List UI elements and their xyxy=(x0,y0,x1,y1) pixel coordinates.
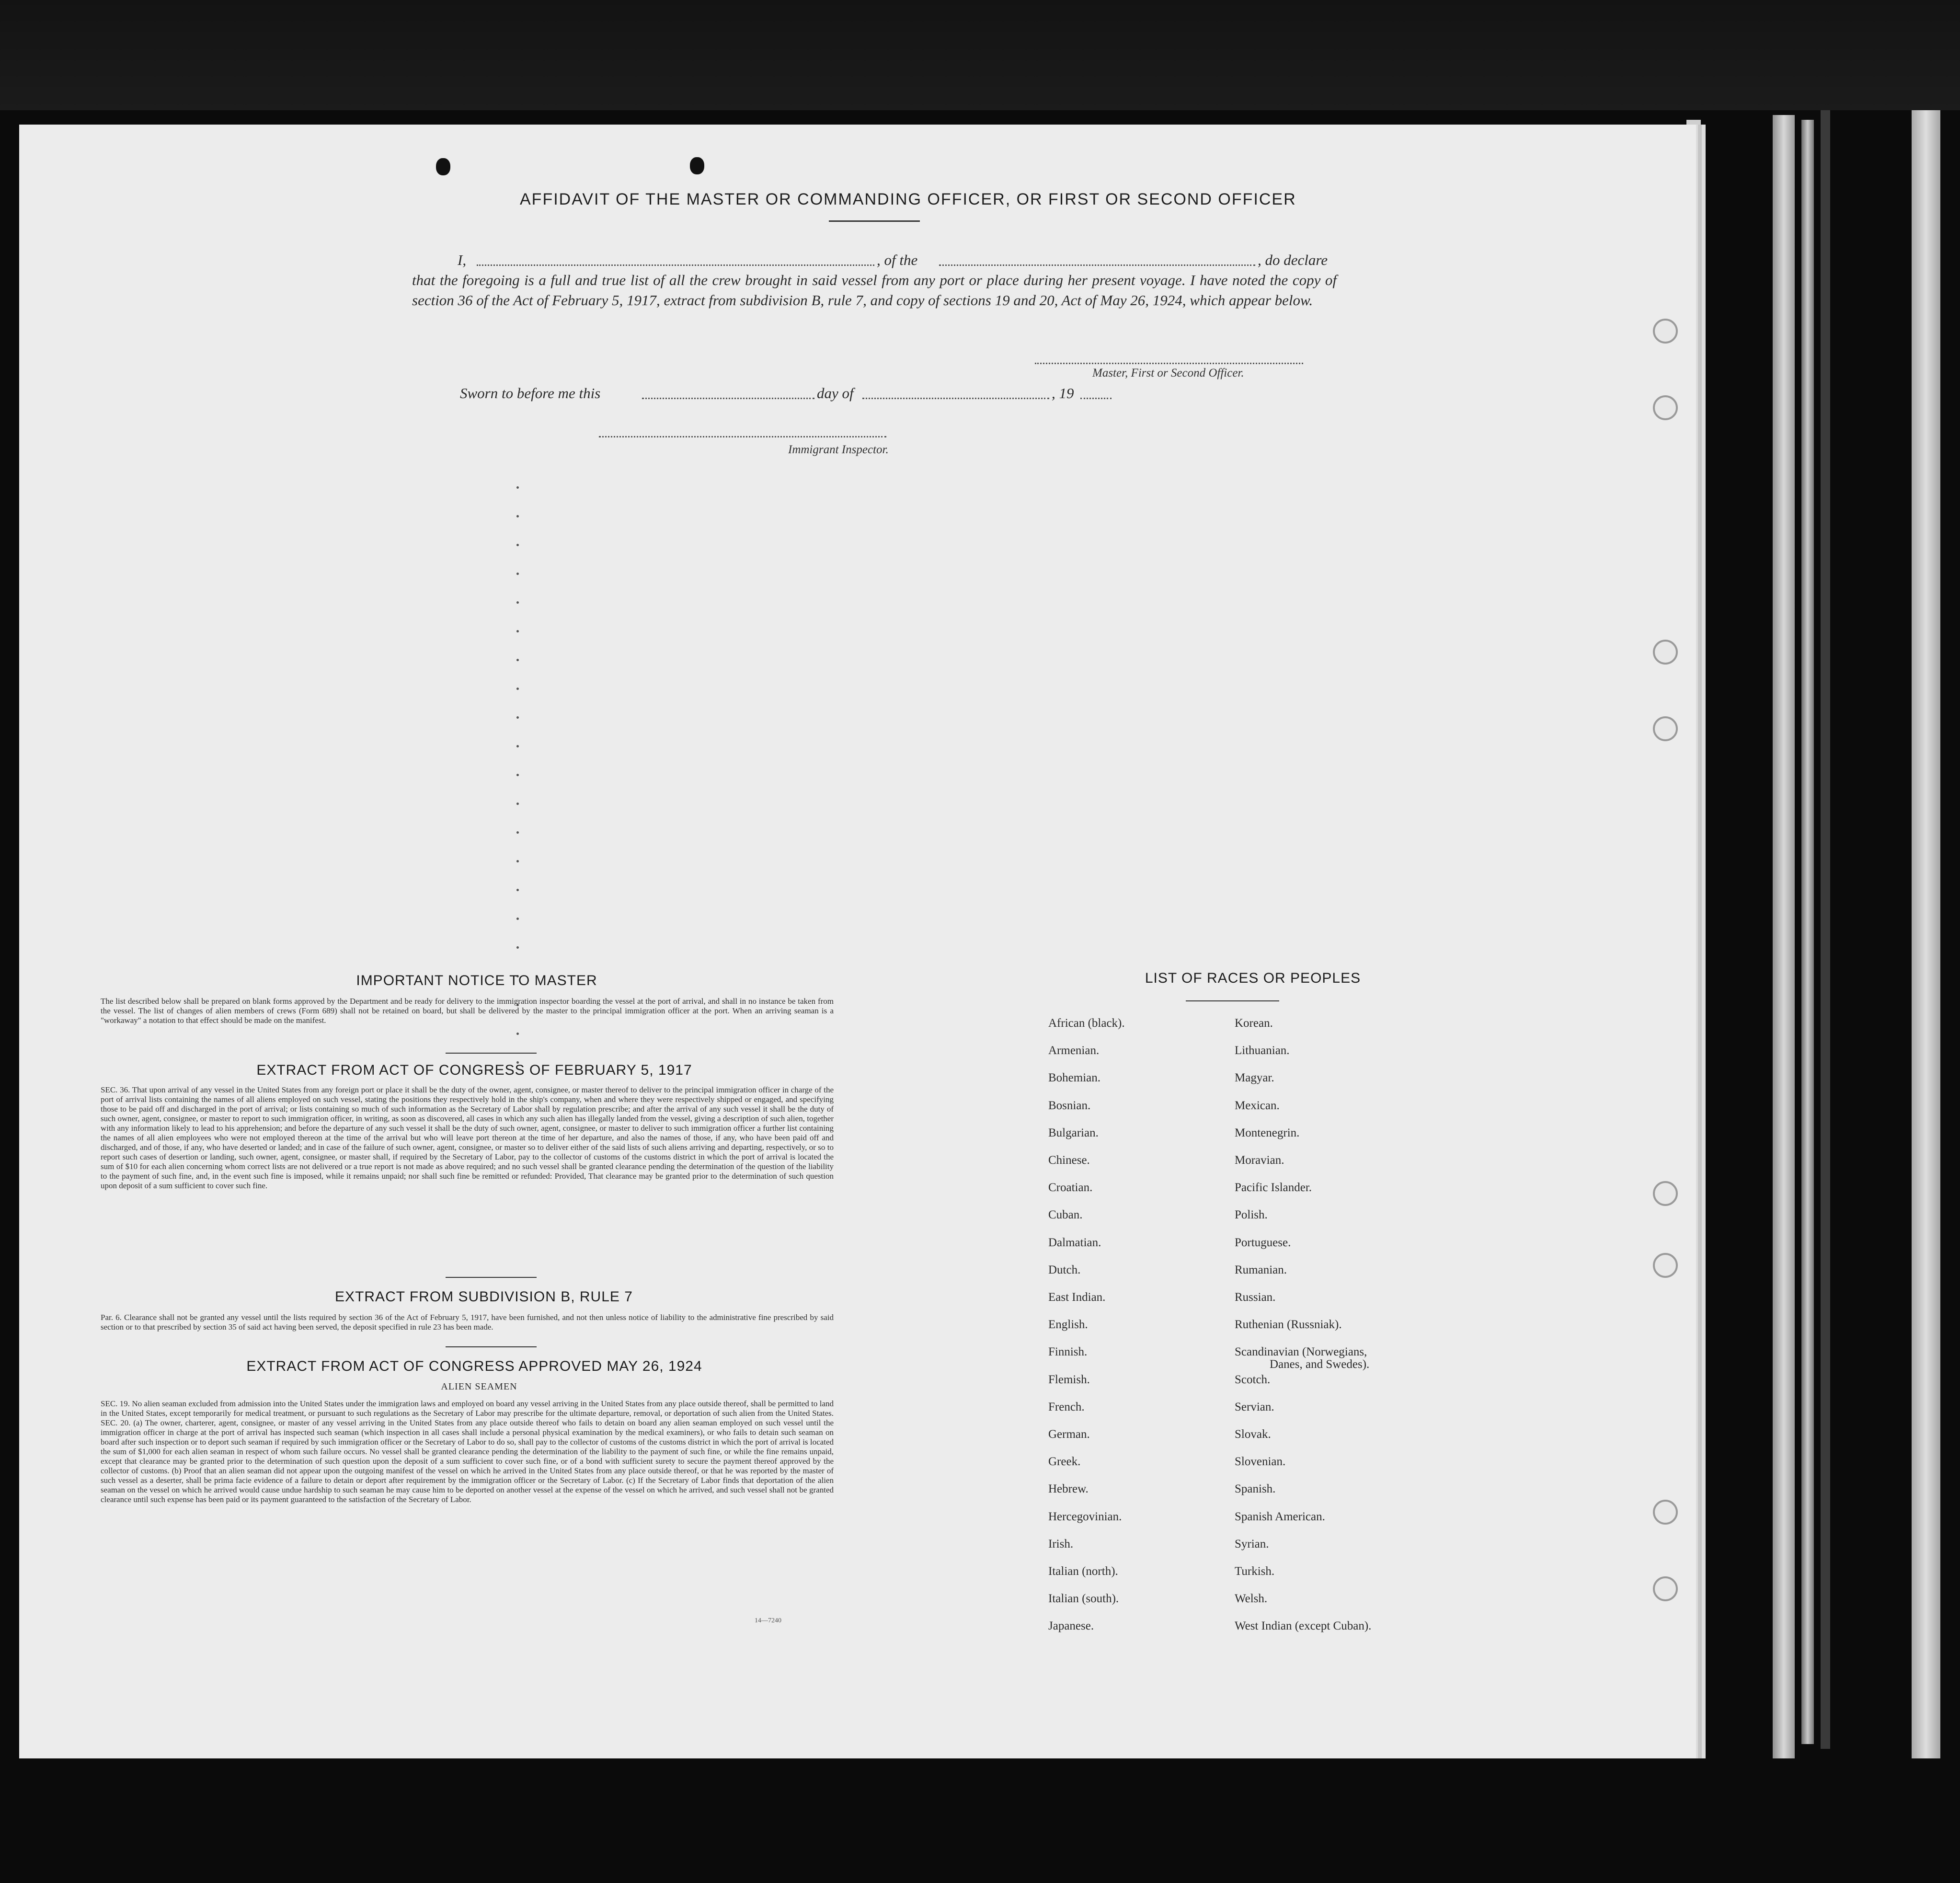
race-item: African (black). xyxy=(1048,1017,1125,1030)
affidavit-title: AFFIDAVIT OF THE MASTER OR COMMANDING OFFICER, OR FIRST OR SECOND OFFICER xyxy=(520,190,1296,208)
race-item: Flemish. xyxy=(1048,1373,1090,1386)
race-item: Hebrew. xyxy=(1048,1482,1089,1496)
tick-mark xyxy=(516,544,519,546)
race-item: Japanese. xyxy=(1048,1619,1094,1633)
race-item: Mexican. xyxy=(1235,1099,1280,1112)
races-heading: LIST OF RACES OR PEOPLES xyxy=(1145,970,1361,986)
race-item: Scandinavian (Norwegians, xyxy=(1235,1345,1367,1359)
race-item: Welsh. xyxy=(1235,1592,1268,1606)
title-rule xyxy=(829,220,920,222)
scanner-top-band xyxy=(0,0,1960,110)
race-item: Lithuanian. xyxy=(1235,1044,1290,1057)
race-item: Dutch. xyxy=(1048,1263,1081,1276)
race-item: Moravian. xyxy=(1235,1154,1284,1167)
race-item: Syrian. xyxy=(1235,1537,1269,1550)
race-item: Korean. xyxy=(1235,1017,1273,1030)
race-item: French. xyxy=(1048,1400,1085,1413)
binder-hole xyxy=(690,157,704,174)
punch-hole xyxy=(1653,716,1678,741)
race-item: Finnish. xyxy=(1048,1345,1088,1359)
master-signature-line xyxy=(1035,363,1303,364)
affidavit-body: that the foregoing is a full and true list of all the crew brought in said vessel from any port or place during her present voyage. I have noted the copy of section 36 of the Act of February 5, 1917, extract from subdivision B, rule 7, and copy of sections 19 and 20, Act of May 26, 1924, which appear below. xyxy=(412,272,1337,309)
race-item: West Indian (except Cuban). xyxy=(1235,1619,1372,1633)
race-item: Italian (south). xyxy=(1048,1592,1119,1606)
notice-text: The list described below shall be prepared on blank forms approved by the Department and be ready for delivery to the immigration inspector boarding the vessel at the port of arrival, and shall in no instance be taken from the vessel. The list of changes of alien members of crews (Form 689) shall not be retained on board, but shall be delivered by the master to the principal immigration officer at the port. When an arriving seaman is a "workaway" a notation to that effect should be made on the manifest. xyxy=(101,997,834,1025)
extract-1917-heading: EXTRACT FROM ACT OF CONGRESS OF FEBRUARY 5, 1917 xyxy=(256,1062,692,1078)
tick-mark xyxy=(516,745,519,747)
stacked-page-edge xyxy=(1801,120,1814,1744)
race-item: Croatian. xyxy=(1048,1181,1093,1194)
tick-mark xyxy=(516,515,519,517)
race-item: Chinese. xyxy=(1048,1154,1090,1167)
race-item: Slovak. xyxy=(1235,1428,1271,1441)
race-item: English. xyxy=(1048,1318,1088,1332)
punch-hole xyxy=(1653,1181,1678,1206)
punch-hole xyxy=(1653,1576,1678,1601)
race-item: East Indian. xyxy=(1048,1291,1106,1304)
sworn-day-blank xyxy=(642,398,814,399)
race-item: Dalmatian. xyxy=(1048,1236,1101,1249)
tick-mark xyxy=(516,889,519,891)
extract-1924-text: SEC. 19. No alien seaman excluded from admission into the United States under the immigration laws and employed on board any vessel arriving in the United States from any place outside thereof, shall be permitted to land in the United States, except temporarily for medical treatment, or pursuant to such regulations as the Secretary of Labor may prescribe for the ultimate departure, removal, or deportation of such alien from the United States. SEC. 20. (a) The owner, charterer, agent, consignee, or master of any vessel arriving in the United States from any place outside thereof who fails to detain on board any alien seaman employed on such vessel until the immigration officer in charge at the port of arrival has inspected such seaman (which inspection in all cases shall include a personal physical examination by the medical examiners), or who fails to detain such seaman on board after such inspection or to deport such seaman if required by such immigration officer or the Secretary of Labor to do so, shall pay to the collector of customs of the customs district in which the port of arrival is located the sum of $1,000 for each alien seaman in respect of whom such failure occurs. No vessel shall be granted clearance pending the determination of the liability to the payment of such fine, or while the fine remains unpaid, except that clearance may be granted prior to the determination of such question upon the deposit of a sum sufficient to cover such fine, or of a bond with sufficient surety to secure the payment thereof approved by the collector of customs. (b) Proof that an alien seaman did not appear upon the outgoing manifest of the vessel on which he arrived in the United States from any place outside thereof, or that he was reported by the master of such vessel as a deserter, shall be prima facie evidence of a failure to detain or deport after requirement by the immigration officer or the Secretary of Labor. (c) If the Secretary of Labor finds that deportation of the alien seaman on the vessel on which he arrived would cause undue hardship to such seaman he may cause him to be deported on another vessel at the expense of the vessel on which he arrived, and such vessel shall not be granted clearance until such expense has been paid or its payment guaranteed to the satisfaction of the Secretary of Labor. xyxy=(101,1399,834,1504)
subdivision-b-rule xyxy=(446,1346,537,1347)
sworn-day-of: day of xyxy=(817,385,854,402)
sworn-month-blank xyxy=(862,398,1049,399)
race-item: Greek. xyxy=(1048,1455,1081,1469)
extract-1917-rule xyxy=(446,1277,537,1278)
race-item: Bohemian. xyxy=(1048,1071,1101,1085)
tick-mark xyxy=(516,803,519,805)
race-item: Portuguese. xyxy=(1235,1236,1291,1249)
extract-1917-text: SEC. 36. That upon arrival of any vessel in the United States from any foreign port or place it shall be the duty of the owner, agent, consignee, or master thereof to deliver to the principal immigration officer in charge of the port of arrival lists containing the names of all aliens employed on such vessel, stating the positions they respectively hold in the ship's company, when and where they were respectively shipped or engaged, and specifying those to be paid off and discharged in the port of arrival; or lists containing so much of such information as the Secretary of Labor shall by regulation prescribe; and after the arrival of any such vessel it shall be the duty of such owner, agent, consignee, or master to report to such immigration officer, in writing, as soon as discovered, all cases in which any such alien has illegally landed from the vessel, giving a description of such alien, together with any information likely to lead to his apprehension; and before the departure of any such vessel it shall be the duty of such owner, agent, consignee, or master to deliver to such immigration officer a further list containing the names of all alien employees who were not employed thereon at the time of the arrival but who will leave port thereon at the time of her departure, and also the names of those, if any, who have been paid off and discharged, and of those, if any, who have deserted or landed; and in case of the failure of such owner, agent, consignee, or master so to deliver either of the said lists of such aliens arriving and departing, respectively, or so to report such cases of desertion or landing, such owner, agent, consignee, or master shall, if required by the Secretary of Labor, pay to the collector of customs of the customs district in which the port of arrival is located the sum of $10 for each alien concerning whom correct lists are not delivered or a true report is not made as above required; and no such vessel shall be granted clearance pending the determination of the question of the liability to the payment of such fine, and, in the event such fine is imposed, while it remains unpaid; nor shall such fine be remitted or refunded: Provided, That clearance may be granted prior to the determination of such question upon deposit of a sum sufficient to cover such fine. xyxy=(101,1085,834,1190)
extract-1924-heading: EXTRACT FROM ACT OF CONGRESS APPROVED MAY 26, 1924 xyxy=(246,1358,702,1374)
race-item: Servian. xyxy=(1235,1400,1274,1413)
affidavit-declare: , do declare xyxy=(1258,252,1328,268)
race-item: Bulgarian. xyxy=(1048,1126,1099,1139)
race-item: Slovenian. xyxy=(1235,1455,1286,1469)
race-item: Magyar. xyxy=(1235,1071,1274,1085)
tick-mark xyxy=(516,601,519,604)
tick-mark xyxy=(516,573,519,575)
binder-hole xyxy=(436,158,450,175)
punch-hole xyxy=(1653,640,1678,665)
name-blank xyxy=(477,264,874,266)
sworn-text: Sworn to before me this xyxy=(460,385,601,402)
binding-strip xyxy=(1821,110,1830,1749)
race-item: Bosnian. xyxy=(1048,1099,1091,1112)
form-number: 14—7240 xyxy=(755,1617,781,1624)
subdivision-b-text: Par. 6. Clearance shall not be granted any vessel until the lists required by section 36 of the Act of February 5, 1917, have been furnished, and not then unless notice of liability to the administrative fine prescribed by said section or to that prescribed by section 35 of said act having been served, the deposit specified in rule 23 has been made. xyxy=(101,1313,834,1332)
punch-hole xyxy=(1653,1500,1678,1525)
tick-mark xyxy=(516,659,519,661)
punch-hole xyxy=(1653,319,1678,344)
tick-mark xyxy=(516,774,519,776)
inspector-signature-line xyxy=(599,436,886,437)
tick-mark xyxy=(516,860,519,862)
tick-mark xyxy=(516,688,519,690)
race-item: Russian. xyxy=(1235,1291,1276,1304)
tick-mark xyxy=(516,630,519,632)
alien-seamen-subheading: ALIEN SEAMEN xyxy=(441,1381,517,1392)
race-item: Hercegovinian. xyxy=(1048,1510,1122,1523)
race-item: Turkish. xyxy=(1235,1565,1275,1578)
sworn-year-blank xyxy=(1080,398,1112,399)
race-item: Ruthenian (Russniak). xyxy=(1235,1318,1342,1332)
race-item: Montenegrin. xyxy=(1235,1126,1300,1139)
tick-mark xyxy=(516,831,519,834)
race-item: Rumanian. xyxy=(1235,1263,1287,1276)
race-item: German. xyxy=(1048,1428,1090,1441)
stacked-page-edge xyxy=(1773,115,1795,1758)
affidavit-i: I, xyxy=(458,252,467,268)
race-item: Spanish American. xyxy=(1235,1510,1325,1523)
notice-heading: IMPORTANT NOTICE TO MASTER xyxy=(356,973,597,988)
sworn-year: , 19 xyxy=(1052,385,1074,402)
affidavit-of-the: , of the xyxy=(877,252,918,268)
race-item: Cuban. xyxy=(1048,1208,1083,1222)
tick-mark xyxy=(516,918,519,920)
master-signature-caption: Master, First or Second Officer. xyxy=(1092,367,1244,379)
race-item: Polish. xyxy=(1235,1208,1268,1222)
vessel-blank xyxy=(939,264,1255,266)
inspector-caption: Immigrant Inspector. xyxy=(788,443,889,456)
punch-hole xyxy=(1653,1253,1678,1278)
stacked-page-edge xyxy=(1912,110,1940,1758)
races-rule xyxy=(1186,1000,1279,1001)
punch-hole xyxy=(1653,395,1678,420)
tick-mark xyxy=(516,946,519,949)
race-item: Pacific Islander. xyxy=(1235,1181,1312,1194)
tick-mark xyxy=(516,716,519,719)
race-item: Scotch. xyxy=(1235,1373,1271,1386)
subdivision-b-heading: EXTRACT FROM SUBDIVISION B, RULE 7 xyxy=(335,1289,633,1305)
notice-rule xyxy=(446,1053,537,1054)
race-item: Irish. xyxy=(1048,1537,1074,1550)
race-item: Italian (north). xyxy=(1048,1565,1118,1578)
race-item: Danes, and Swedes). xyxy=(1270,1358,1370,1371)
tick-mark xyxy=(516,486,519,489)
race-item: Spanish. xyxy=(1235,1482,1276,1496)
tick-mark xyxy=(516,1033,519,1035)
document-page xyxy=(19,125,1696,1758)
race-item: Armenian. xyxy=(1048,1044,1100,1057)
